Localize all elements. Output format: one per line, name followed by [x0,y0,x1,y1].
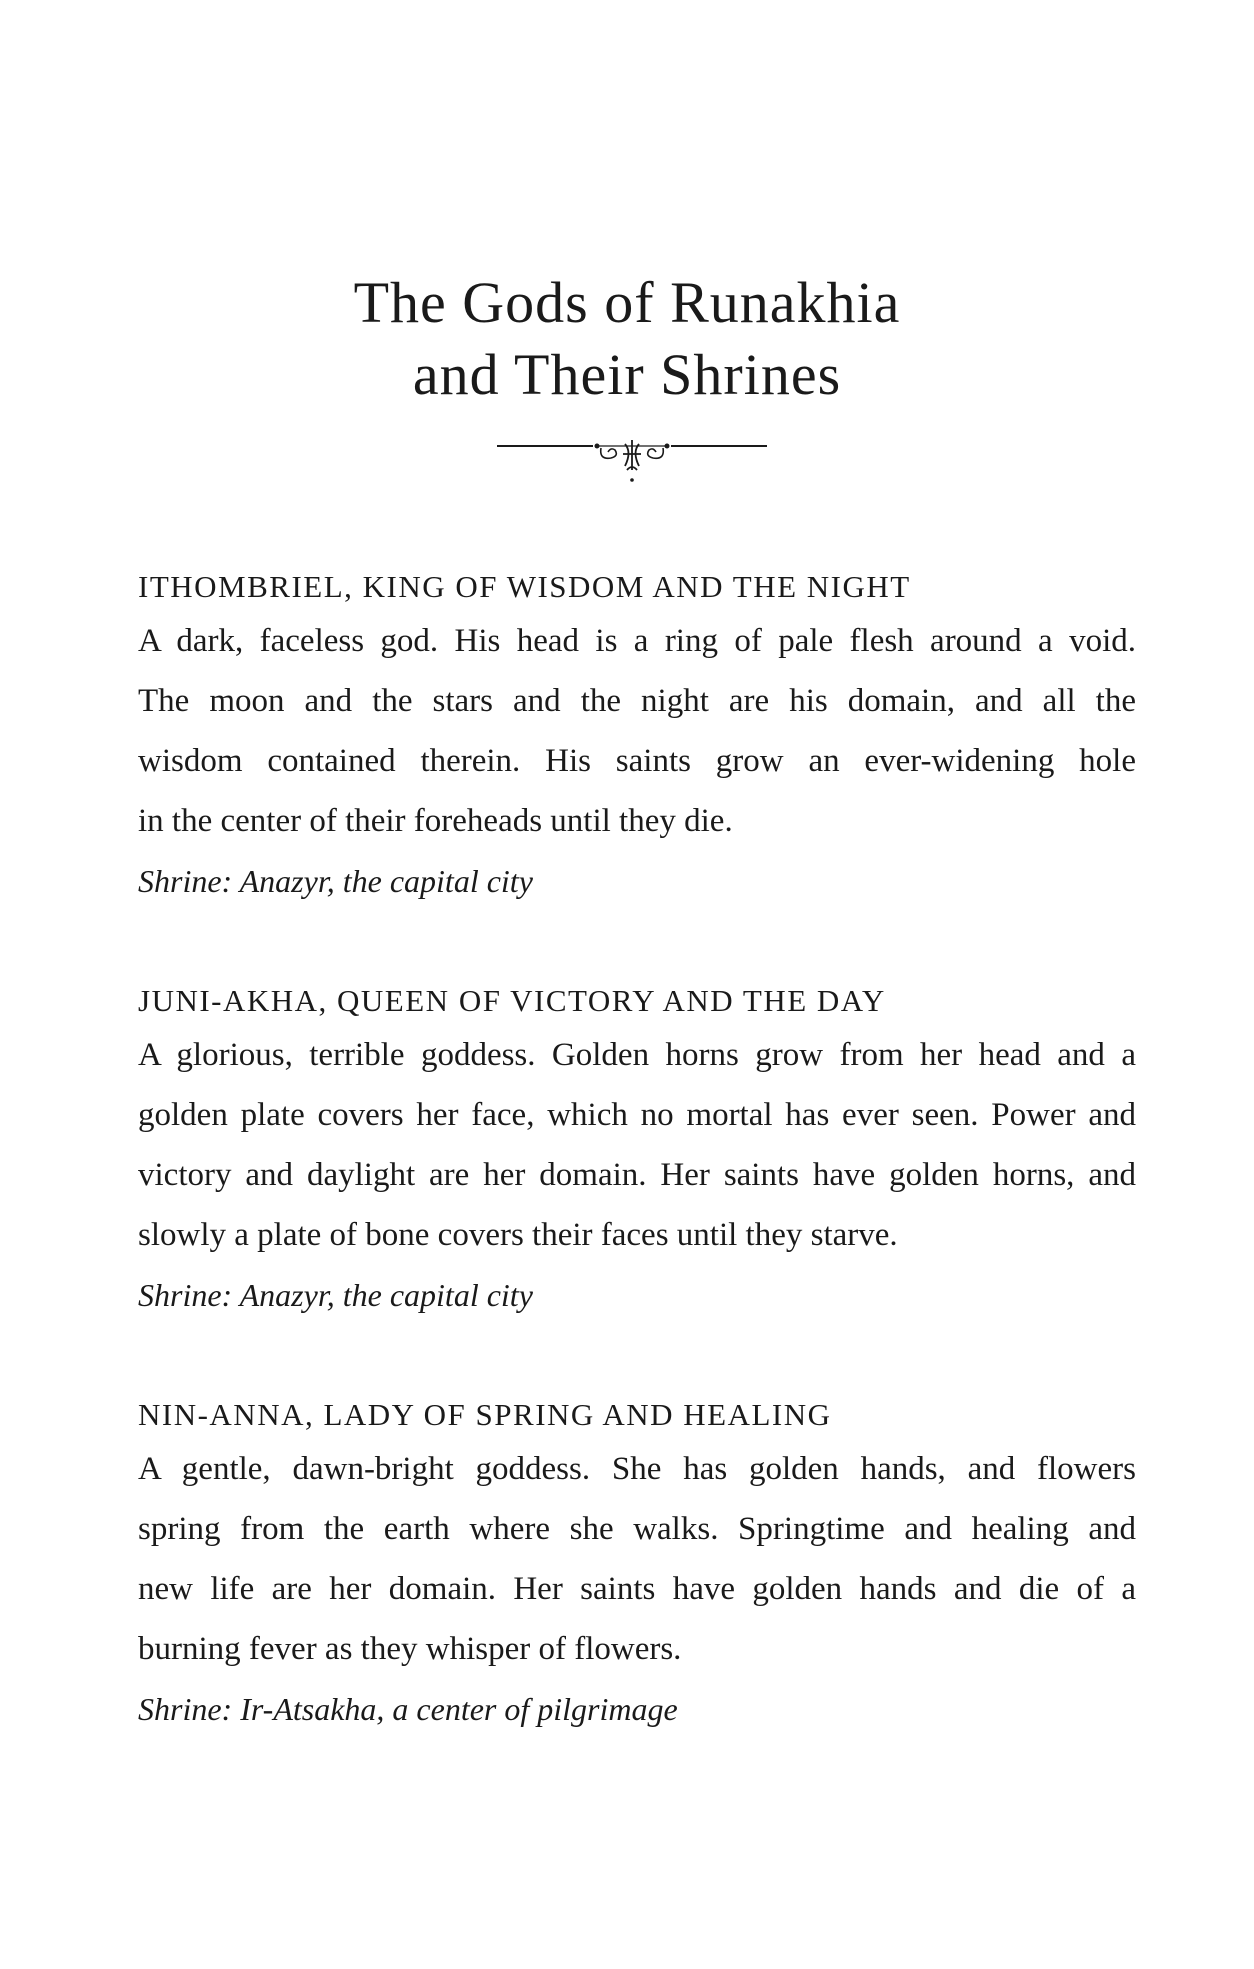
entry-text-line: A dark, faceless god. His head is a ring of pale flesh around a void. [138,623,1136,659]
entry-heading: JUNI-AKHA, QUEEN OF VICTORY AND THE DAY [138,983,886,1018]
entry-text-line: slowly a plate of bone covers their faces until they starve. [138,1217,898,1253]
entry-text-line: spring from the earth where she walks. Springtime and healing and [138,1511,1136,1547]
entry-text-line: The moon and the stars and the night are his domain, and all the [138,683,1136,719]
page-title-line-2: and Their Shrines [412,342,842,407]
god-entry-juni-akha [138,981,1136,1325]
entry-shrine: Shrine: Anazyr, the capital city [138,1277,533,1313]
entry-text-line: wisdom contained therein. His saints grow an ever-widening hole [138,743,1136,779]
entry-shrine: Shrine: Anazyr, the capital city [138,863,533,899]
entry-text-line: in the center of their foreheads until they die. [138,803,733,839]
entry-heading: NIN-ANNA, LADY OF SPRING AND HEALING [138,1397,832,1432]
fleuron-divider-icon [497,436,767,486]
entry-text-line: burning fever as they whisper of flowers. [138,1631,682,1667]
god-entry-ithombriel [138,567,1136,911]
entry-text-line: victory and daylight are her domain. Her saints have golden horns, and [138,1157,1136,1193]
entry-text-line: golden plate covers her face, which no mortal has ever seen. Power and [138,1097,1136,1133]
page-title-line-1: The Gods of Runakhia [353,270,901,335]
god-entry-nin-anna [138,1395,1136,1739]
entry-text-line: A glorious, terrible goddess. Golden horns grow from her head and a [138,1037,1136,1073]
entry-text-line: new life are her domain. Her saints have golden hands and die of a [138,1571,1136,1607]
entry-text-line: A gentle, dawn-bright goddess. She has golden hands, and flowers [138,1451,1136,1487]
entry-shrine: Shrine: Ir-Atsakha, a center of pilgrimage [138,1691,678,1727]
entry-heading: ITHOMBRIEL, KING OF WISDOM AND THE NIGHT [138,569,911,604]
